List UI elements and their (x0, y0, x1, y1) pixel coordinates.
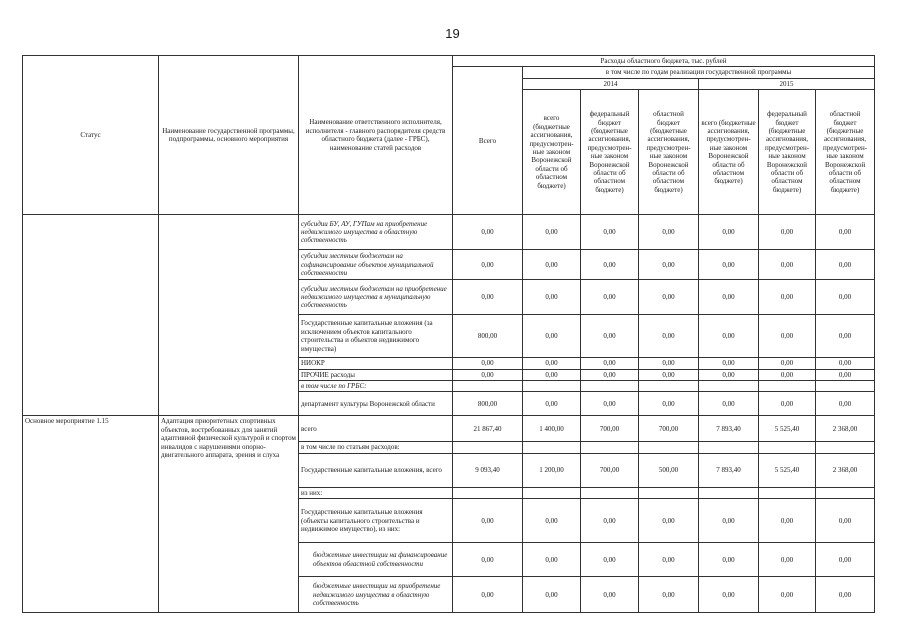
cell-value: 0,00 (523, 315, 581, 358)
cell-value: 0,00 (523, 250, 581, 280)
budget-table (22, 55, 875, 613)
cell-value: 800,00 (453, 392, 523, 416)
cell-value: 700,00 (581, 416, 639, 442)
row-label: Государственные капитальные вложения (объекты капитального строительства и недвижимое имущество), из них: (299, 499, 453, 543)
cell-value: 0,00 (759, 358, 816, 369)
cell-value: 0,00 (699, 543, 759, 577)
cell-value: 0,00 (581, 392, 639, 416)
cell-value: 0,00 (581, 369, 639, 380)
cell-value: 0,00 (816, 358, 875, 369)
header-expenses-title: Расходы областного бюджета, тыс. рублей (453, 56, 875, 67)
cell-value: 0,00 (523, 499, 581, 543)
cell-value: 9 093,40 (453, 453, 523, 487)
header-program-name: Наименование государственной программы, подпрограммы, основного мероприятия (159, 56, 299, 215)
cell-value: 1 200,00 (523, 453, 581, 487)
row-label: субсидии местным бюджетам на приобретение недвижимого имущества в муниципальную собственность (299, 280, 453, 315)
cell-value: 0,00 (816, 369, 875, 380)
cell-value: 0,00 (699, 250, 759, 280)
cell-value: 0,00 (581, 315, 639, 358)
cell-value: 0,00 (639, 280, 699, 315)
cell-value: 700,00 (639, 416, 699, 442)
row-label: бюджетные инвестиции на финансирование объектов областной собственности (299, 543, 453, 577)
cell-value: 0,00 (816, 280, 875, 315)
cell-value: 0,00 (523, 577, 581, 613)
cell-value: 0,00 (639, 392, 699, 416)
cell-value: 0,00 (639, 577, 699, 613)
cell-value: 0,00 (581, 215, 639, 250)
cell-value: 5 525,40 (759, 416, 816, 442)
row-label: из них: (299, 487, 453, 498)
row-label: в том числе по ГРБС: (299, 381, 453, 392)
cell-value: 0,00 (639, 215, 699, 250)
cell-value: 1 400,00 (523, 416, 581, 442)
cell-value: 0,00 (639, 369, 699, 380)
cell-value: 0,00 (816, 315, 875, 358)
cell-value: 0,00 (759, 543, 816, 577)
header-total: Всего (453, 67, 523, 215)
cell-value: 0,00 (816, 215, 875, 250)
cell-value: 0,00 (816, 250, 875, 280)
cell-value: 5 525,40 (759, 453, 816, 487)
cell-value: 0,00 (759, 369, 816, 380)
cell-value: 0,00 (816, 392, 875, 416)
program-cell: Адаптация приоритетных спортивных объектов, востребованных для занятий адаптивной физической культурой и спортом инвалидов с нарушениями опорно-двигательного аппарата, зрения и слуха (159, 416, 299, 613)
header-executor: Наименование ответственного исполнителя, исполнителя - главного распорядителя средств областного бюджета (далее - ГРБС), наименование статей расходов (299, 56, 453, 215)
header-all-budget-2014: всего (бюджетные ассигнования, предусмотрен-ные законом Воронежской области об областном бюджете) (523, 90, 581, 215)
header-regional-2015: областной бюджет (бюджетные ассигнования, предусмотрен-ные законом Воронежской области об областном бюджете) (816, 90, 875, 215)
cell-value: 7 893,40 (699, 453, 759, 487)
row-label: департамент культуры Воронежской области (299, 392, 453, 416)
cell-value: 0,00 (523, 280, 581, 315)
cell-value: 0,00 (581, 250, 639, 280)
cell-value: 0,00 (581, 280, 639, 315)
row-label: Государственные капитальные вложения (за исключением объектов капитального строительства и объектов недвижимого имущества) (299, 315, 453, 358)
cell-value: 500,00 (639, 453, 699, 487)
table-row (23, 215, 875, 250)
cell-value: 2 368,00 (816, 416, 875, 442)
cell-value: 0,00 (453, 543, 523, 577)
row-label: всего (299, 416, 453, 442)
header-all-budget-2015: всего (бюджетные ассигнования, предусмотрен-ные законом Воронежской области об областном бюджете) (699, 90, 759, 215)
cell-value: 0,00 (453, 499, 523, 543)
row-label: бюджетные инвестиции на приобретение недвижимого имущества в областную собственность (299, 577, 453, 613)
cell-value: 700,00 (581, 453, 639, 487)
status-cell-empty (23, 215, 159, 416)
cell-value: 0,00 (759, 315, 816, 358)
cell-value: 0,00 (523, 215, 581, 250)
row-label: Государственные капитальные вложения, всего (299, 453, 453, 487)
cell-value: 0,00 (816, 499, 875, 543)
cell-value: 0,00 (453, 280, 523, 315)
row-label: ПРОЧИЕ расходы (299, 369, 453, 380)
cell-value: 21 867,40 (453, 416, 523, 442)
header-by-years: в том числе по годам реализации государственной программы (523, 67, 875, 78)
cell-value: 2 368,00 (816, 453, 875, 487)
cell-value: 0,00 (759, 392, 816, 416)
program-cell-empty (159, 215, 299, 416)
cell-value: 0,00 (639, 250, 699, 280)
cell-value: 0,00 (816, 577, 875, 613)
header-year-2014: 2014 (523, 78, 699, 89)
header-federal-2015: федеральный бюджет (бюджетные ассигнования, предусмотрен-ные законом Воронежской области об областном бюджете) (759, 90, 816, 215)
header-federal-2014: федеральный бюджет (бюджетные ассигнования, предусмотрен-ные законом Воронежской области об областном бюджете) (581, 90, 639, 215)
cell-value: 0,00 (453, 215, 523, 250)
cell-value: 0,00 (453, 369, 523, 380)
row-label: НИОКР (299, 358, 453, 369)
cell-value: 800,00 (453, 315, 523, 358)
cell-value: 0,00 (581, 358, 639, 369)
cell-value: 0,00 (453, 250, 523, 280)
header-status: Статус (23, 56, 159, 215)
header-regional-2014: областной бюджет (бюджетные ассигнования, предусмотрен-ные законом Воронежской области об областном бюджете) (639, 90, 699, 215)
cell-value: 0,00 (523, 369, 581, 380)
cell-value: 7 893,40 (699, 416, 759, 442)
cell-value: 0,00 (699, 369, 759, 380)
row-label: субсидии БУ, АУ, ГУПам на приобретение недвижимого имущества в областную собственность (299, 215, 453, 250)
cell-value: 0,00 (759, 577, 816, 613)
cell-value: 0,00 (523, 392, 581, 416)
cell-value: 0,00 (699, 215, 759, 250)
cell-value: 0,00 (639, 358, 699, 369)
cell-value: 0,00 (816, 543, 875, 577)
cell-value: 0,00 (759, 280, 816, 315)
page-number: 19 (445, 26, 460, 41)
cell-value: 0,00 (699, 577, 759, 613)
cell-value: 0,00 (639, 315, 699, 358)
cell-value: 0,00 (639, 499, 699, 543)
cell-value: 0,00 (453, 577, 523, 613)
cell-value: 0,00 (759, 215, 816, 250)
cell-value: 0,00 (699, 499, 759, 543)
cell-value: 0,00 (759, 499, 816, 543)
cell-value: 0,00 (699, 280, 759, 315)
cell-value: 0,00 (639, 543, 699, 577)
cell-value: 0,00 (581, 499, 639, 543)
cell-value: 0,00 (581, 543, 639, 577)
row-label: субсидии местным бюджетам на софинансирование объектов муниципальной собственности (299, 250, 453, 280)
cell-value: 0,00 (759, 250, 816, 280)
header-year-2015: 2015 (699, 78, 875, 89)
cell-value: 0,00 (523, 543, 581, 577)
status-cell: Основное мероприятие 1.15 (23, 416, 159, 613)
cell-value: 0,00 (581, 577, 639, 613)
cell-value: 0,00 (699, 392, 759, 416)
cell-value: 0,00 (699, 358, 759, 369)
table-row (23, 416, 875, 442)
cell-value: 0,00 (523, 358, 581, 369)
cell-value: 0,00 (453, 358, 523, 369)
row-label: в том числе по статьям расходов: (299, 442, 453, 453)
cell-value: 0,00 (699, 315, 759, 358)
